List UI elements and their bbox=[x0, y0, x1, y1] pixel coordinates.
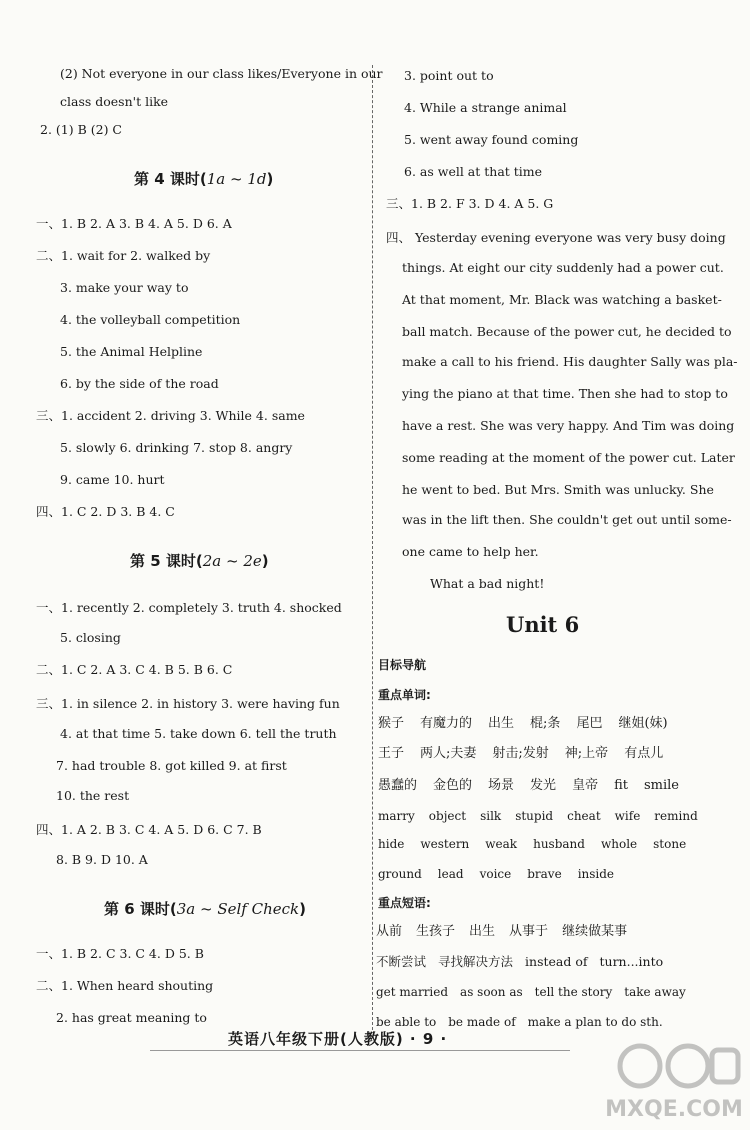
term: marry bbox=[378, 809, 415, 823]
answer-line: 6. by the side of the road bbox=[60, 376, 219, 391]
lesson-heading-range: 2a ~ 2e bbox=[202, 552, 262, 570]
term: 出生 bbox=[469, 924, 496, 939]
answer-line: 4. While a strange animal bbox=[404, 100, 567, 115]
lesson-heading-prefix: 第 5 课时( bbox=[130, 552, 203, 570]
term: hide bbox=[378, 837, 405, 851]
lesson-heading-prefix: 第 4 课时( bbox=[134, 170, 207, 188]
answer-line: (2) Not everyone in our class likes/Everyone in our bbox=[60, 66, 383, 81]
vocab-cn-row bbox=[378, 716, 684, 732]
phrase-row bbox=[376, 924, 641, 940]
term: 王子 bbox=[378, 746, 405, 761]
term: get married bbox=[376, 985, 449, 999]
unit-title: Unit 6 bbox=[506, 612, 580, 637]
answer-line: 3. make your way to bbox=[60, 280, 189, 295]
answer-line: ying the piano at that time. Then she had to stop to bbox=[402, 386, 728, 401]
term: 不断尝试 bbox=[376, 954, 427, 969]
lesson-heading bbox=[134, 168, 273, 189]
term: western bbox=[420, 837, 470, 851]
section-heading: 重点单词: bbox=[378, 688, 431, 702]
answer-line: 四、1. A 2. B 3. C 4. A 5. D 6. C 7. B bbox=[36, 822, 262, 837]
term: 发光 bbox=[530, 778, 557, 793]
answer-line: 一、1. B 2. C 3. C 4. D 5. B bbox=[36, 946, 204, 961]
term: be able to bbox=[376, 1015, 437, 1029]
answer-line: 3. point out to bbox=[404, 68, 494, 83]
answer-line: he went to bed. But Mrs. Smith was unlucky. She bbox=[402, 482, 714, 497]
answer-line: ball match. Because of the power cut, he decided to bbox=[402, 324, 732, 339]
answer-line: class doesn't like bbox=[60, 94, 169, 109]
lesson-heading bbox=[130, 550, 269, 571]
answer-line: 二、1. wait for 2. walked by bbox=[36, 248, 211, 263]
term: stupid bbox=[515, 809, 554, 823]
term: 有点儿 bbox=[624, 746, 664, 761]
answer-line: At that moment, Mr. Black was watching a basket- bbox=[402, 292, 722, 307]
term: 从事于 bbox=[509, 924, 549, 939]
term: 金色的 bbox=[433, 778, 473, 793]
answer-line: 三、1. B 2. F 3. D 4. A 5. G bbox=[386, 196, 554, 211]
term: remind bbox=[654, 809, 698, 823]
term: smile bbox=[643, 778, 679, 793]
answer-line: 一、1. recently 2. completely 3. truth 4. shocked bbox=[36, 600, 342, 615]
term: cheat bbox=[567, 809, 601, 823]
answer-line: 二、1. When heard shouting bbox=[36, 978, 214, 993]
answer-line: have a rest. She was very happy. And Tim was doing bbox=[402, 418, 735, 433]
section-heading: 目标导航 bbox=[378, 658, 427, 672]
answer-line: 三、1. in silence 2. in history 3. were having fun bbox=[36, 696, 340, 711]
lesson-heading-suffix: ) bbox=[266, 170, 274, 188]
term: whole bbox=[600, 837, 638, 851]
answer-line: 5. slowly 6. drinking 7. stop 8. angry bbox=[60, 440, 293, 455]
page-footer: 英语八年级下册(人教版) · 9 · bbox=[228, 1030, 448, 1048]
answer-line: make a call to his friend. His daughter Sally was pla- bbox=[402, 354, 738, 369]
section-heading: 重点短语: bbox=[378, 896, 431, 910]
footer-rule bbox=[150, 1050, 570, 1051]
answer-line: What a bad night! bbox=[430, 576, 545, 591]
term: object bbox=[428, 809, 467, 823]
phrase-row bbox=[376, 984, 698, 1000]
answer-line: 5. went away found coming bbox=[404, 132, 579, 147]
term: as soon as bbox=[460, 985, 523, 999]
lesson-heading-suffix: ) bbox=[299, 900, 306, 918]
lesson-heading bbox=[104, 898, 306, 919]
answer-line: 5. the Animal Helpline bbox=[60, 344, 203, 359]
term: voice bbox=[479, 867, 512, 881]
phrase-row bbox=[376, 954, 675, 970]
answer-line: 10. the rest bbox=[56, 788, 130, 803]
term: 愚蠢的 bbox=[378, 778, 418, 793]
answer-line: 四、1. C 2. D 3. B 4. C bbox=[36, 504, 175, 519]
answer-line: one came to help her. bbox=[402, 544, 539, 559]
term: make a plan to do sth. bbox=[527, 1015, 663, 1029]
term: 寻找解决方法 bbox=[438, 954, 514, 969]
answer-line: things. At eight our city suddenly had a power cut. bbox=[402, 260, 724, 275]
term: turn...into bbox=[599, 954, 664, 969]
term: fit bbox=[614, 778, 628, 793]
term: be made of bbox=[448, 1015, 516, 1029]
watermark-text: MXQE.COM bbox=[605, 1097, 743, 1122]
vocab-cn-row bbox=[378, 746, 679, 762]
vocab-cn-row bbox=[378, 778, 695, 794]
watermark-logo bbox=[604, 1038, 744, 1124]
answer-line: 9. came 10. hurt bbox=[60, 472, 165, 487]
vocab-en-row bbox=[378, 866, 630, 882]
answer-line: 8. B 9. D 10. A bbox=[56, 852, 148, 867]
term: 射击;发射 bbox=[492, 746, 549, 761]
term: 生孩子 bbox=[416, 924, 456, 939]
term: wife bbox=[614, 809, 641, 823]
term: 继姐(妹) bbox=[618, 716, 668, 731]
lesson-heading-range: 1a ~ 1d bbox=[206, 170, 267, 188]
term: take away bbox=[624, 985, 686, 999]
term: husband bbox=[533, 837, 585, 851]
answer-line: 四、 Yesterday evening everyone was very busy doing bbox=[386, 230, 726, 245]
term: 猴子 bbox=[378, 716, 405, 731]
term: brave bbox=[527, 867, 562, 881]
answer-line: 一、1. B 2. A 3. B 4. A 5. D 6. A bbox=[36, 216, 232, 231]
term: 继续做某事 bbox=[562, 924, 628, 939]
term: 棍;条 bbox=[530, 716, 561, 731]
term: 从前 bbox=[376, 924, 403, 939]
answer-line: some reading at the moment of the power cut. Later bbox=[402, 450, 735, 465]
answer-line: 4. the volleyball competition bbox=[60, 312, 241, 327]
term: 有魔力的 bbox=[420, 716, 473, 731]
answer-line: 5. closing bbox=[60, 630, 121, 645]
column-divider bbox=[372, 65, 373, 1030]
vocab-en-row bbox=[378, 808, 712, 824]
term: 尾巴 bbox=[576, 716, 603, 731]
answer-line: 7. had trouble 8. got killed 9. at first bbox=[56, 758, 287, 773]
term: ground bbox=[378, 867, 422, 881]
term: weak bbox=[485, 837, 518, 851]
term: stone bbox=[653, 837, 687, 851]
answer-line: 三、1. accident 2. driving 3. While 4. same bbox=[36, 408, 305, 423]
term: lead bbox=[437, 867, 464, 881]
term: 皇帝 bbox=[572, 778, 599, 793]
vocab-en-row bbox=[378, 836, 702, 852]
answer-line: was in the lift then. She couldn't get out until some- bbox=[402, 512, 732, 527]
term: 场景 bbox=[488, 778, 515, 793]
answer-line: 二、1. C 2. A 3. C 4. B 5. B 6. C bbox=[36, 662, 233, 677]
term: silk bbox=[480, 809, 502, 823]
answer-line: 2. has great meaning to bbox=[56, 1010, 207, 1025]
term: 出生 bbox=[488, 716, 515, 731]
answer-line: 2. (1) B (2) C bbox=[40, 122, 122, 137]
term: instead of bbox=[525, 954, 588, 969]
answer-line: 6. as well at that time bbox=[404, 164, 543, 179]
term: 神;上帝 bbox=[564, 746, 609, 761]
term: 两人;夫妻 bbox=[420, 746, 477, 761]
lesson-heading-prefix: 第 6 课时( bbox=[104, 900, 177, 918]
lesson-heading-range: 3a ~ Self Check bbox=[176, 900, 300, 918]
term: inside bbox=[577, 867, 615, 881]
lesson-heading-suffix: ) bbox=[261, 552, 269, 570]
answer-line: 4. at that time 5. take down 6. tell the truth bbox=[60, 726, 337, 741]
term: tell the story bbox=[534, 985, 613, 999]
